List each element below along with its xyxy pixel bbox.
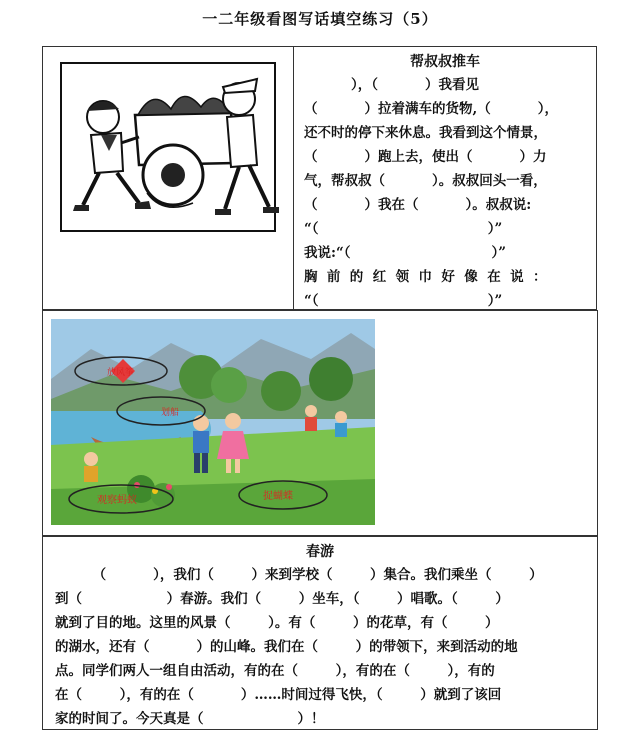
story2-line: 点。同学们两人一组自由活动，有的在（ ），有的在（ ），有的 xyxy=(55,663,495,679)
cart-illustration-frame xyxy=(42,46,294,310)
story1-line: 胸 前 的 红 领 巾 好 像 在 说 ： xyxy=(304,269,547,285)
story1-line: “（ ）” xyxy=(304,293,503,309)
story2-line: 家的时间了。今天真是（ ）！ xyxy=(55,711,325,727)
scene-label-ants: 观察蚂蚁 xyxy=(97,495,137,506)
story1-panel xyxy=(293,46,597,310)
story1-line: ），（ ）我看见 xyxy=(304,77,479,93)
story1-text xyxy=(294,73,596,313)
story1-line: “（ ）” xyxy=(304,221,503,237)
story2-line: 在（ ），有的在（ ）……时间过得飞快，（ ）就到了该回 xyxy=(55,687,502,703)
story1-line: （ ）跑上去，使出（ ）力 xyxy=(304,149,547,165)
scene-label-boat: 划船 xyxy=(161,408,180,418)
story1-line: 我说:“（ ）” xyxy=(304,245,507,261)
story2-title: 春游 xyxy=(306,544,334,560)
story1-line: 还不时的停下来休息。我看到这个情景， xyxy=(304,125,547,141)
page-title: 一二年级看图写话填空练习（5） xyxy=(202,10,438,28)
spring-outing-illustration xyxy=(43,311,597,535)
scene-label-kite: 放风筝 xyxy=(107,368,135,378)
story2-line: 到（ ）春游。我们（ ）坐车，（ ）唱歌。（ ） xyxy=(55,591,509,607)
scene-label-butterfly: 捉蝴蝶 xyxy=(263,491,293,502)
story2-text xyxy=(43,563,597,731)
story1-title: 帮叔叔推车 xyxy=(410,54,480,70)
story2-line: （ ），我们（ ）来到学校（ ）集合。我们乘坐（ ） xyxy=(55,567,543,583)
cart-illustration xyxy=(43,47,293,309)
story2-line: 就到了目的地。这里的风景（ ）。有（ ）的花草，有（ ） xyxy=(55,615,499,631)
story1-line: （ ）我在（ ）。叔叔说: xyxy=(304,197,532,213)
story1-line: （ ）拉着满车的货物,（ ）， xyxy=(304,101,558,117)
story1-line: 气，帮叔叔（ ）。叔叔回头一看， xyxy=(304,173,547,189)
spring-outing-frame xyxy=(42,310,598,536)
story2-line: 的湖水，还有（ ）的山峰。我们在（ ）的带领下，来到活动的地 xyxy=(55,639,518,655)
story2-panel xyxy=(42,536,598,730)
